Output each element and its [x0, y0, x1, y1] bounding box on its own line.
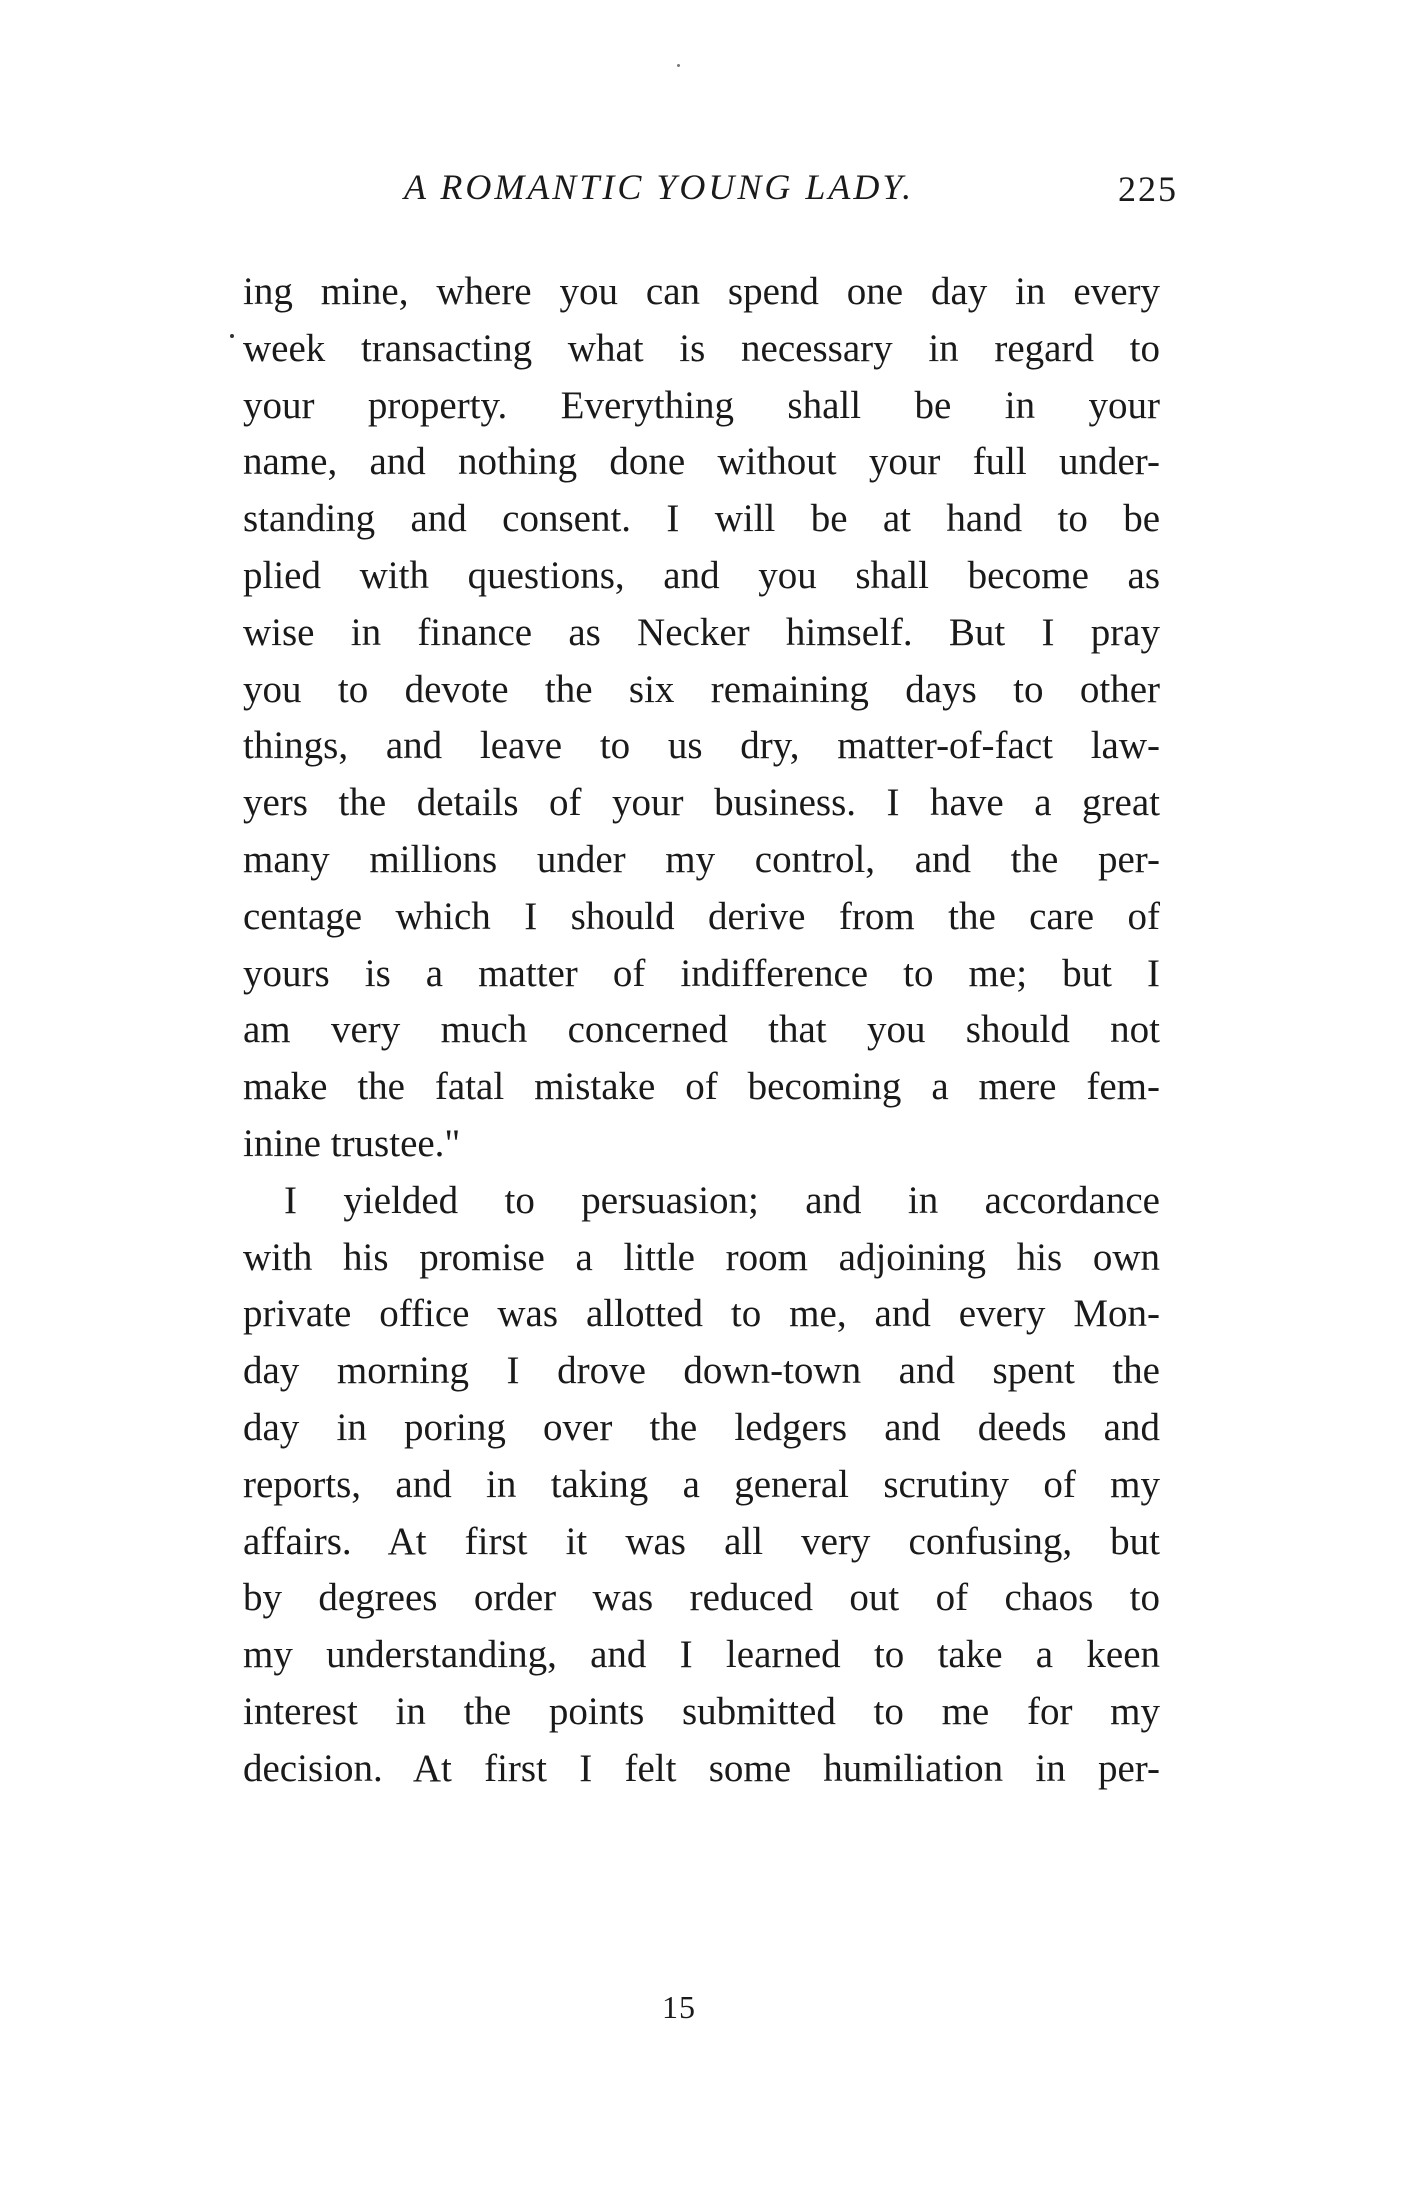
- text-line: with his promise a little room adjoining his own: [243, 1235, 1160, 1279]
- text-line: am very much concerned that you should not: [243, 1008, 1160, 1052]
- text-line: day morning I drove down-town and spent the: [243, 1349, 1160, 1393]
- text-line: week transacting what is necessary in regard to: [243, 326, 1160, 370]
- text-line: day in poring over the ledgers and deeds and: [243, 1405, 1160, 1449]
- text-line: you to devote the six remaining days to other: [243, 667, 1160, 711]
- text-line: decision. At first I felt some humiliation in per-: [243, 1746, 1160, 1790]
- text-line: private office was allotted to me, and every Mon-: [243, 1292, 1160, 1336]
- text-line: reports, and in taking a general scrutiny of my: [243, 1462, 1160, 1506]
- running-head: [240, 166, 1190, 216]
- text-line: plied with questions, and you shall become as: [243, 553, 1160, 597]
- text-line: affairs. At first it was all very confusing, but: [243, 1519, 1160, 1563]
- body-text: [243, 264, 1160, 1798]
- text-line: ing mine, where you can spend one day in every: [243, 270, 1160, 313]
- text-line: centage which I should derive from the care of: [243, 894, 1160, 938]
- text-line: inine trustee.": [243, 1121, 461, 1165]
- print-speck: [677, 64, 680, 67]
- text-line: by degrees order was reduced out of chaos to: [243, 1576, 1160, 1620]
- text-line: my understanding, and I learned to take a keen: [243, 1633, 1160, 1677]
- text-line: I yielded to persuasion; and in accordance: [284, 1178, 1160, 1222]
- text-line: many millions under my control, and the per-: [243, 837, 1160, 881]
- signature-mark: 15: [662, 1989, 696, 2025]
- page-number: 225: [1118, 169, 1178, 209]
- running-title: A ROMANTIC YOUNG LADY.: [404, 167, 915, 207]
- text-line: name, and nothing done without your full under-: [243, 440, 1160, 484]
- text-line: yers the details of your business. I have a great: [243, 781, 1160, 825]
- text-line: things, and leave to us dry, matter-of-fact law-: [243, 724, 1160, 768]
- text-line: make the fatal mistake of becoming a mere fem-: [243, 1065, 1160, 1109]
- text-line: wise in finance as Necker himself. But I pray: [243, 610, 1160, 654]
- margin-dot: [230, 334, 234, 338]
- text-line: standing and consent. I will be at hand to be: [243, 497, 1160, 541]
- text-line: yours is a matter of indifference to me; but I: [243, 951, 1160, 995]
- text-line: your property. Everything shall be in your: [243, 383, 1160, 427]
- text-line: interest in the points submitted to me for my: [243, 1689, 1160, 1733]
